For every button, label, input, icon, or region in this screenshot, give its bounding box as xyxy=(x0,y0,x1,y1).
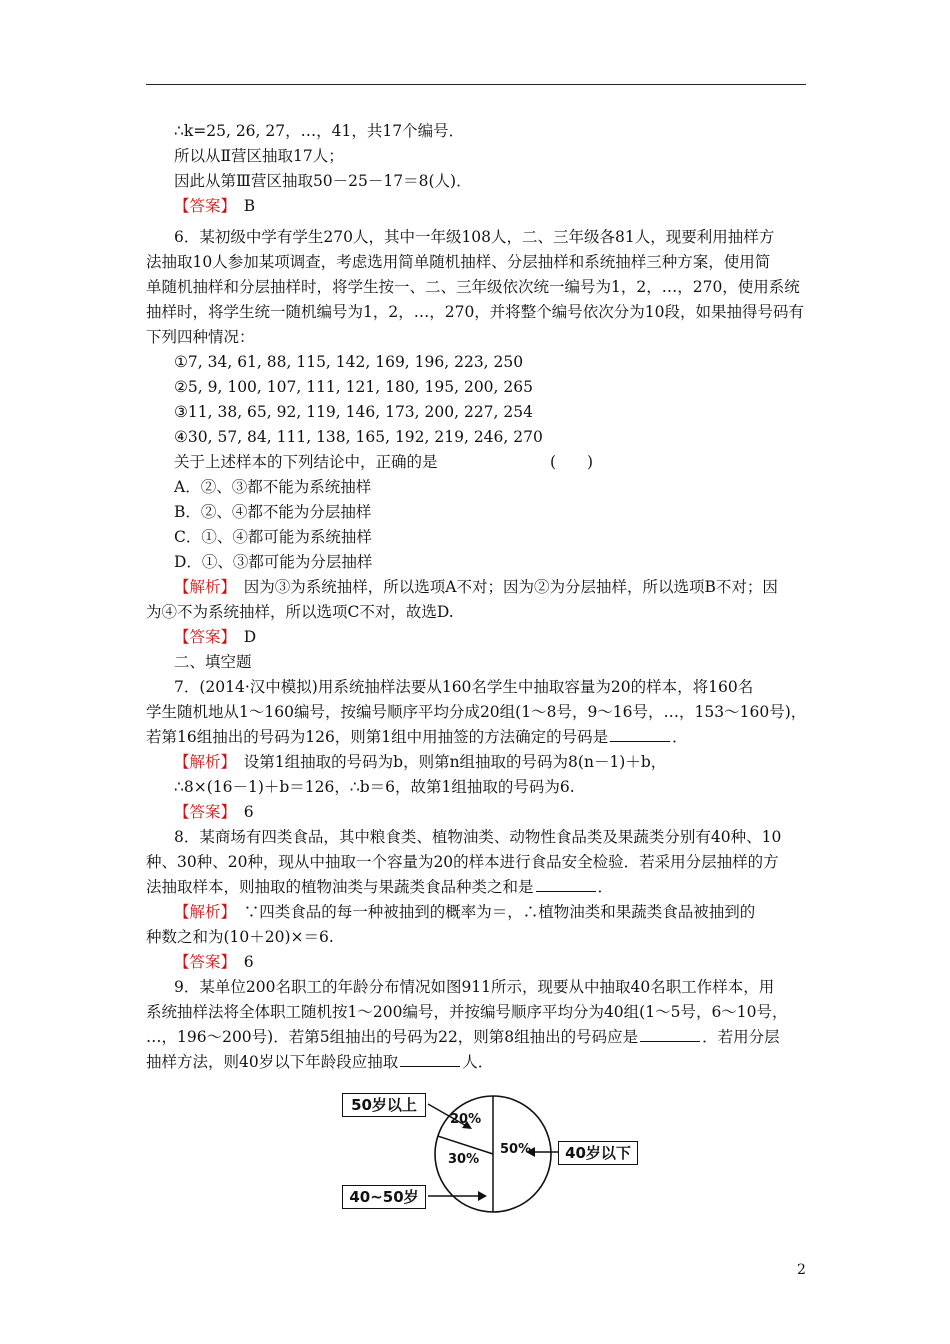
analysis-text: 因为③为系统抽样，所以选项A不对；因为②为分层抽样，所以选项B不对；因 xyxy=(243,578,778,596)
text-line: 法抽取10人参加某项调查，考虑选用简单随机抽样、分层抽样和系统抽样三种方案，使用简 xyxy=(146,253,771,271)
sequence-3: ③11, 38, 65, 92, 119, 146, 173, 200, 227, 254 xyxy=(174,403,533,421)
fill-blank xyxy=(610,727,670,742)
text-line: 所以从Ⅱ营区抽取17人； xyxy=(174,147,344,165)
answer-line xyxy=(174,801,810,823)
analysis-text: 设第1组抽取的号码为b，则第n组抽取的号码为8(n－1)＋b， xyxy=(243,753,667,771)
text-line: 抽样时，将学生统一随机编号为1，2，…，270，并将整个编号依次分为10段，如果抽得号码有 xyxy=(146,303,805,321)
fill-blank xyxy=(536,877,596,892)
text-line: 6．某初级中学有学生270人，其中一年级108人，二、三年级各81人，现要利用抽样方 xyxy=(174,228,775,246)
text-line xyxy=(146,1051,810,1073)
text-line xyxy=(146,876,810,898)
answer-value: 6 xyxy=(243,953,254,971)
legend-label-under40: 40岁以下 xyxy=(558,1141,638,1165)
text-line: 因此从第Ⅲ营区抽取50－25－17＝8(人)． xyxy=(174,172,472,190)
age-pie-chart xyxy=(340,1090,631,1215)
text-line: 为④不为系统抽样，所以选项C不对，故选D. xyxy=(146,603,454,621)
text-line: 9．某单位200名职工的年龄分布情况如图911所示，现要从中抽取40名职工作样本，用 xyxy=(174,978,775,996)
answer-tag: 【答案】 xyxy=(174,197,229,215)
sequence-2: ②5, 9, 100, 107, 111, 121, 180, 195, 200, 265 xyxy=(174,378,533,396)
text-segment: 抽样方法，则40岁以下年龄段应抽取 xyxy=(146,1053,399,1071)
text-segment: ．若用分层 xyxy=(702,1028,780,1046)
text-segment: ． xyxy=(672,728,688,746)
answer-value: D xyxy=(243,628,257,646)
option-a: A．②、③都不能为系统抽样 xyxy=(174,478,372,496)
text-line: 下列四种情况： xyxy=(146,328,255,346)
text-line: 学生随机地从1～160编号，按编号顺序平均分成20组(1～8号，9～16号，…，153～160号)， xyxy=(146,703,807,721)
analysis-tag: 【解析】 xyxy=(174,903,229,921)
legend-label-50plus: 50岁以上 xyxy=(342,1093,426,1117)
sequence-1: ①7, 34, 61, 88, 115, 142, 169, 196, 223, 250 xyxy=(174,353,524,371)
section-heading: 二、填空题 xyxy=(174,653,252,671)
fill-blank xyxy=(400,1052,460,1067)
text-line: 种、30种、20种，现从中抽取一个容量为20的样本进行食品安全检验．若采用分层抽样的方 xyxy=(146,853,779,871)
analysis-text: ∵四类食品的每一种被抽到的概率为＝，∴植物油类和果蔬类食品被抽到的 xyxy=(243,903,756,921)
option-d: D．①、③都可能为分层抽样 xyxy=(174,553,373,571)
text-line xyxy=(146,726,810,748)
text-segment: ． xyxy=(597,878,614,896)
text-segment: 人． xyxy=(462,1053,494,1071)
fill-blank xyxy=(640,1027,700,1042)
answer-tag: 【答案】 xyxy=(174,628,229,646)
text-line: ∴k=25, 26, 27，…，41，共17个编号． xyxy=(174,122,465,140)
answer-line xyxy=(174,195,810,217)
text-line xyxy=(146,1026,810,1048)
question-text: 关于上述样本的下列结论中，正确的是 xyxy=(174,453,438,471)
slice-label-50: 50% xyxy=(500,1142,532,1157)
text-segment: 法抽取样本，则抽取的植物油类与果蔬类食品种类之和是 xyxy=(146,878,534,896)
page-number: 2 xyxy=(797,1262,806,1278)
text-segment: …，196～200号)．若第5组抽出的号码为22，则第8组抽出的号码应是 xyxy=(146,1028,639,1046)
text-line: 单随机抽样和分层抽样时，将学生按一、二、三年级依次统一编号为1，2，…，270，使用系统 xyxy=(146,278,800,296)
analysis-tag: 【解析】 xyxy=(174,578,229,596)
sequence-4: ④30, 57, 84, 111, 138, 165, 192, 219, 246, 270 xyxy=(174,428,543,446)
text-line: ∴8×(16－1)＋b＝126，∴b＝6，故第1组抽取的号码为6. xyxy=(174,778,575,796)
text-line: 7．(2014·汉中模拟)用系统抽样法要从160名学生中抽取容量为20的样本，将160名 xyxy=(174,678,754,696)
answer-line xyxy=(174,626,810,648)
analysis-line xyxy=(174,576,810,598)
answer-line xyxy=(174,951,810,973)
text-line: 8．某商场有四类食品，其中粮食类、植物油类、动物性食品类及果蔬类分别有40种、10 xyxy=(174,828,782,846)
answer-value: 6 xyxy=(243,803,254,821)
header-rule xyxy=(146,84,806,85)
question-line xyxy=(174,451,810,473)
text-segment: 若第16组抽出的号码为126，则第1组中用抽签的方法确定的号码是 xyxy=(146,728,609,746)
option-c: C．①、④都可能为系统抽样 xyxy=(174,528,372,546)
slice-label-30: 30% xyxy=(448,1152,480,1167)
answer-bracket: ( ) xyxy=(550,453,594,471)
analysis-line xyxy=(174,751,810,773)
answer-tag: 【答案】 xyxy=(174,953,229,971)
answer-tag: 【答案】 xyxy=(174,803,229,821)
legend-label-40to50: 40~50岁 xyxy=(342,1185,426,1209)
answer-value: B xyxy=(243,197,256,215)
analysis-line xyxy=(174,901,810,923)
option-b: B．②、④都不能为分层抽样 xyxy=(174,503,372,521)
text-line: 种数之和为(10＋20)×＝6. xyxy=(146,928,334,946)
analysis-tag: 【解析】 xyxy=(174,753,229,771)
slice-label-20: 20% xyxy=(450,1112,482,1127)
text-line: 系统抽样法将全体职工随机按1～200编号，并按编号顺序平均分为40组(1～5号，6～10号， xyxy=(146,1003,788,1021)
